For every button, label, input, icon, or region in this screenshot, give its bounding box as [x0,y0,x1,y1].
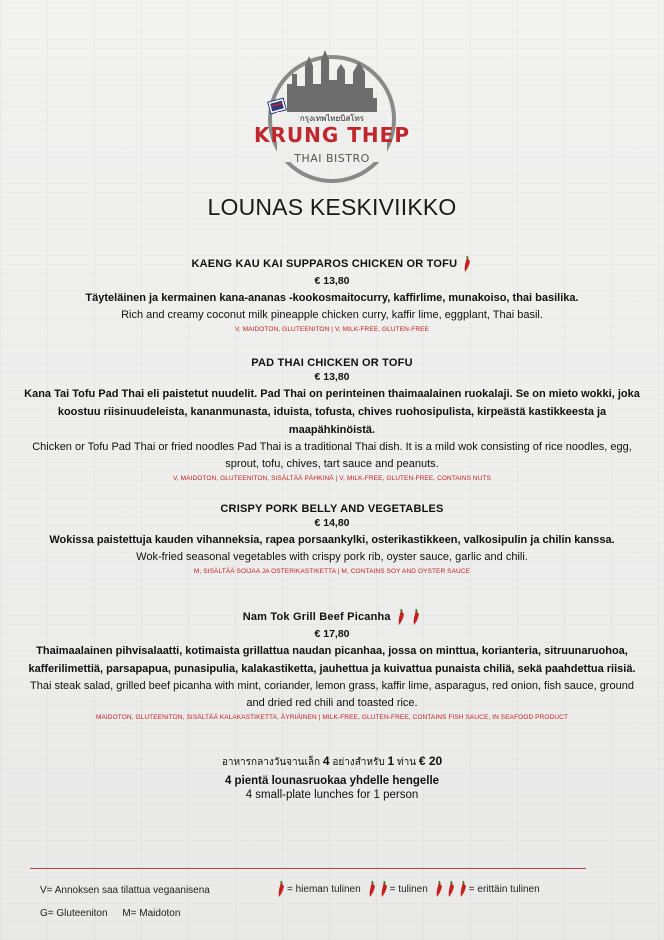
page-title: LOUNAS KESKIVIIKKO [207,194,457,220]
legend-milk: M= Maidoton [122,908,181,919]
menu-item [0,503,664,577]
chili-icon [458,880,468,898]
chili-icon [446,880,456,898]
menu-item-dietary-tags: MAIDOTON, GLUTEENITON, SISÄLTÄÄ KALAKASTIKETTA, ÄYRIÄINEN | MILK-FREE, GLUTEN-FREE, CONTAINS FISH SAUCE, IN SEAFOOD PRODUCT [95,714,569,721]
menu-item-description-en: Wok-fried seasonal vegetables with crispy pork rib, oyster sauce, garlic and chili. [136,551,528,563]
legend-allergens [40,908,180,919]
chili-icon [434,880,444,898]
menu-item [0,608,664,723]
chili-icon [396,608,406,626]
legend-spice-1 [274,880,361,898]
lunch-deal-thai-part: อาหารกลางวันจานเล็ก [221,757,321,768]
logo-subtitle-text: THAI BISTRO [294,152,370,165]
lunch-deal-persons: 1 [387,754,395,768]
menu-item [0,255,664,335]
menu-item-name: KAENG KAU KAI SUPPAROS CHICKEN OR TOFU [191,257,458,270]
menu-item-dietary-tags: V, MAIDOTON, GLUTEENITON, SISÄLTÄÄ PÄHKINÄ | V, MILK-FREE, GLUTEN-FREE, CONTAINS NUTS [172,475,492,482]
menu-item-name-row [0,608,664,626]
legend-spice-2-label: = tulinen [389,883,428,895]
menu-item-description-en: Chicken or Tofu Pad Thai or fried noodles Pad Thai is a traditional Thai dish. It is a mild wok consisting of rice noodles, egg, sprout, tofu, chives, tart sauce and peanuts. [32,441,632,470]
legend-vegan: V= Annoksen saa tilattua vegaanisena [40,885,210,896]
logo-graphic [247,44,417,194]
lunch-deal-thai [0,754,664,770]
krung-thep-logo [247,44,417,194]
legend-spice-3-label: = erittäin tulinen [468,883,540,895]
legend-gluten: G= Gluteeniton [40,908,108,919]
legend-spice [274,880,544,898]
menu-item-description-fi: Kana Tai Tofu Pad Thai eli paistetut nuudelit. Pad Thai on perinteinen thaimaalainen ruokalaji. Se on mieto wokki, joka koostuu riisinuudeleista, kananmunasta, iduista, tofusta, chives ruohosipulista, kirpeästä kastikkeesta ja maapähkinöistä. [24,388,640,436]
chili-icon [379,880,389,898]
menu-item-name: CRISPY PORK BELLY AND VEGETABLES [220,503,444,515]
menu-item-description-fi: Täyteläinen ja kermainen kana-ananas -kookosmaitocurry, kaffirlime, munakoiso, thai basilika. [85,292,579,304]
legend-spice-1-label: = hieman tulinen [287,883,361,895]
menu-item-price: € 13,80 [314,275,350,287]
lunch-deal [0,754,664,801]
menu-item-price: € 17,80 [314,628,350,640]
menu-item-description-fi: Wokissa paistettuja kauden vihanneksia, rapea porsaankylki, osterikastikkeen, valkosipulin ja chilin kanssa. [49,534,615,546]
lunch-deal-thai-part: อย่างสำหรับ [332,757,385,768]
menu-item-price: € 14,80 [314,517,350,529]
menu-item-name-row [0,255,664,273]
menu-item-description-en: Thai steak salad, grilled beef picanha with mint, coriander, lemon grass, kaffir lime, asparagus, red onion, fish sauce, ground and dried red chili and toasted rice. [30,680,634,709]
castle-silhouette [287,50,377,112]
chili-icon [367,880,377,898]
menu-item-dietary-tags: V, MAIDOTON, GLUTEENITON | V, MILK-FREE, GLUTEN-FREE [235,326,429,333]
logo-brand-text: KRUNG THEP [254,123,410,147]
chili-icon [276,880,286,898]
lunch-deal-count: 4 [322,754,330,768]
legend-spice-2 [365,880,428,898]
chili-icon [411,608,421,626]
lunch-deal-en: 4 small-plate lunches for 1 person [245,789,419,801]
flag-icon [268,98,287,114]
lunch-deal-fi: 4 pientä lounasruokaa yhdelle hengelle [224,775,440,787]
chili-icon [462,255,472,273]
logo-thai-text: กรุงเทพไทยบิสโทร [299,114,365,123]
menu-item-name: PAD THAI CHICKEN OR TOFU [251,357,413,369]
menu-item-price: € 13,80 [314,371,350,383]
menu-item-description-fi: Thaimaalainen pihvisalaatti, kotimaista grillattua naudan picanhaa, jossa on minttua, korianteria, sitruunaruohoa, kafferilimettiä, parsapapua, punasipulia, kalakastiketta, jauhettua ja kuivattua punaista chiliä, sekä paahdettua riisiä. [28,645,636,675]
footer-divider [30,868,586,869]
lunch-deal-price: € 20 [418,754,443,768]
menu-item-description-en: Rich and creamy coconut milk pineapple chicken curry, kaffir lime, eggplant, Thai basil. [121,309,543,321]
menu-item-dietary-tags: M, SISÄLTÄÄ SOIJAA JA OSTERIKASTIKETTA | M, CONTAINS SOY AND OYSTER SAUCE [193,568,471,575]
legend-spice-3 [432,880,540,898]
menu-item [0,357,664,484]
lunch-deal-thai-part: ท่าน [396,757,417,768]
menu-item-name: Nam Tok Grill Beef Picanha [242,610,391,623]
